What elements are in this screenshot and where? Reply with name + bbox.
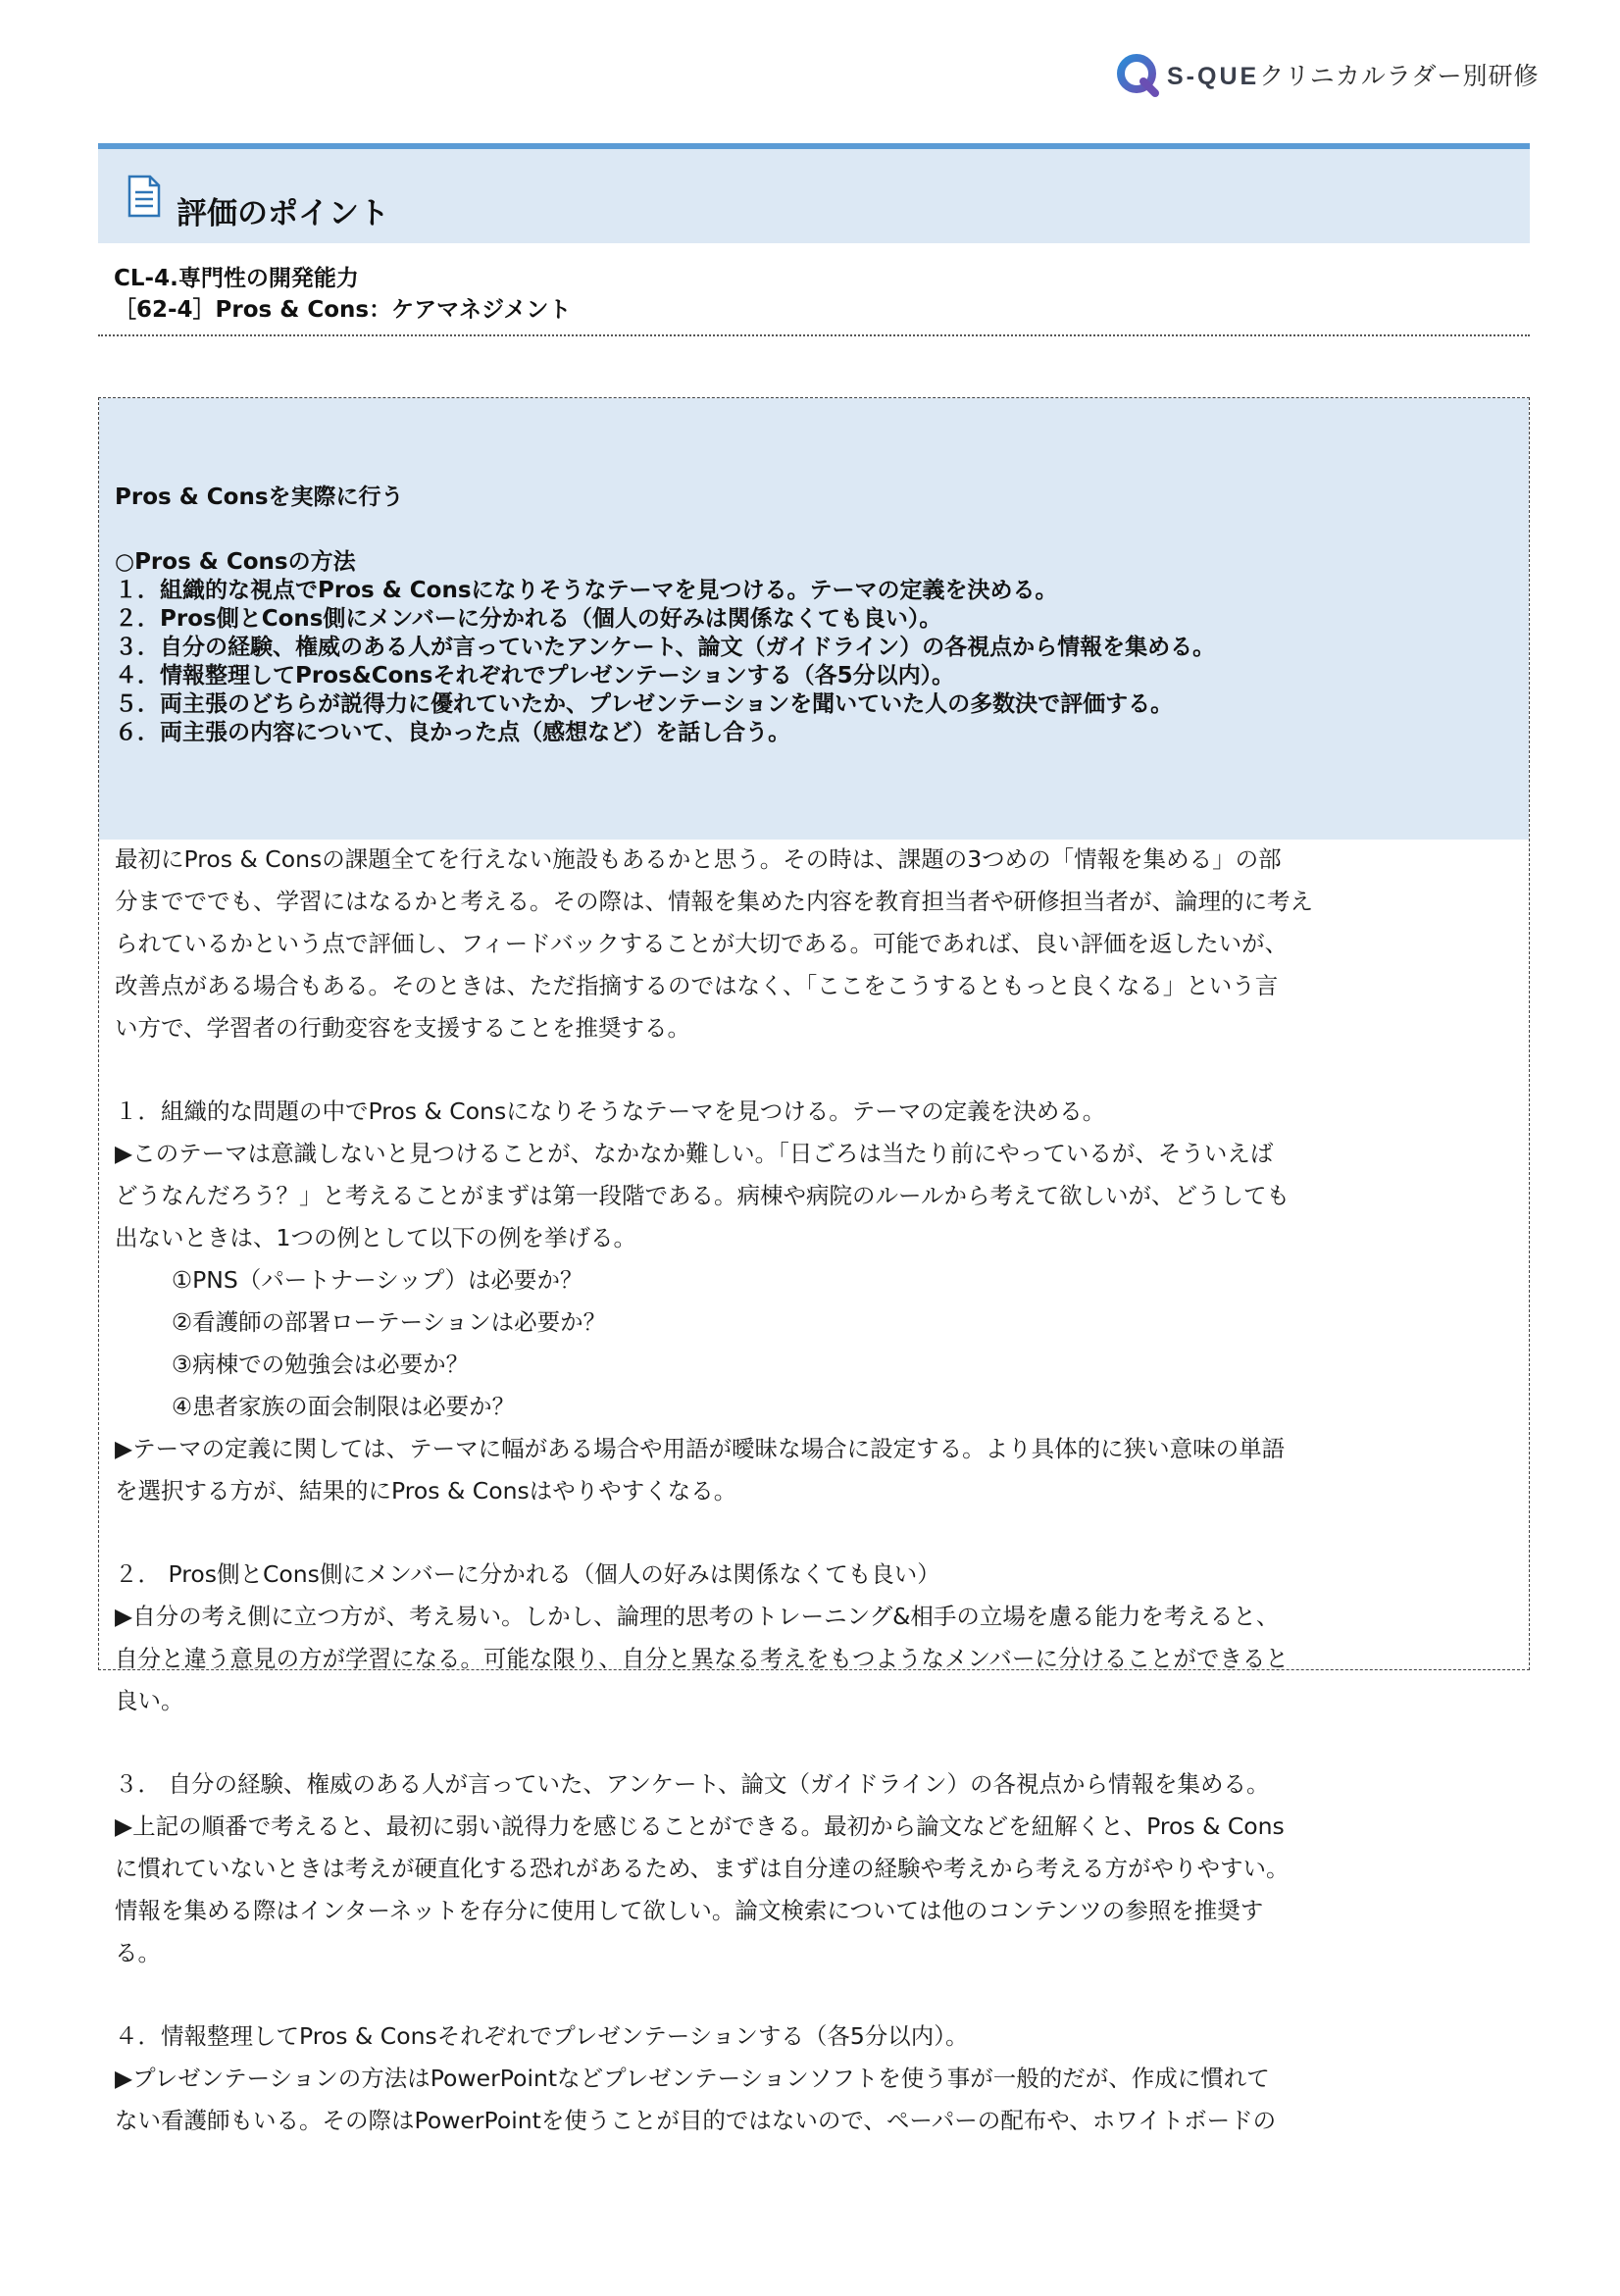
- content-box: [98, 397, 1530, 2134]
- section2-line: 良い。: [115, 1687, 184, 1714]
- method-step: ６．両主張の内容について、良かった点（感想など）を話し合う。: [115, 720, 791, 745]
- intro-line: 最初にPros & Consの課題全てを行えない施設もあるかと思う。その時は、課題の3つめの「情報を集める」の部: [115, 845, 1282, 873]
- section1-line: ▶このテーマは意識しないと見つけることが、なかなか難しい。「日ごろは当たり前にやっているが、そういえば: [115, 1140, 1274, 1167]
- section2-title: ２． Pros側とCons側にメンバーに分かれる（個人の好みは関係なくても良い）: [115, 1560, 940, 1588]
- intro-line: られているかという点で評価し、フィードバックすることが大切である。可能であれば、良い評価を返したいが、: [115, 930, 1289, 957]
- example-item: ④患者家族の面会制限は必要か？: [172, 1393, 516, 1420]
- method-heading: ○Pros & Consの方法: [115, 549, 356, 575]
- section-header: [98, 143, 1530, 243]
- section1-line: どうなんだろう？」と考えることがまずは第一段階である。病棟や病院のルールから考えて欲しいが、どうしても: [115, 1182, 1291, 1209]
- section4-line: ▶プレゼンテーションの方法はPowerPointなどプレゼンテーションソフトを使う事が一般的だが、作成に慣れて: [115, 2065, 1270, 2092]
- section2-line: 自分と違う意見の方が学習になる。可能な限り、自分と異なる考えをもつようなメンバーに分けることができると: [115, 1645, 1289, 1672]
- summary-heading: Pros & Consを実際に行う: [115, 485, 404, 510]
- intro-line: 改善点がある場合もある。そのときは、ただ指摘するのではなく、「ここをこうするともっと良くなる」という言: [115, 972, 1279, 999]
- section3-title: ３． 自分の経験、権威のある人が言っていた、アンケート、論文（ガイドライン）の各視点から情報を集める。: [115, 1770, 1270, 1798]
- intro-line: 分までででも、学習にはなるかと考える。その際は、情報を集めた内容を教育担当者や研修担当者が、論理的に考え: [115, 888, 1313, 915]
- example-item: ③病棟での勉強会は必要か？: [172, 1351, 470, 1378]
- example-item: ①PNS（パートナーシップ）は必要か？: [172, 1266, 583, 1294]
- method-step: ５．両主張のどちらが説得力に優れていたか、プレゼンテーションを聞いていた人の多数決で評価する。: [115, 691, 1174, 717]
- section3-line: に慣れていないときは考えが硬直化する恐れがあるため、まずは自分達の経験や考えから考える方がやりやすい。: [115, 1855, 1290, 1882]
- section4-title: ４．情報整理してPros & Consそれぞれでプレゼンテーションする（各5分以内）。: [115, 2022, 969, 2050]
- topic-heading: ［62-4］Pros & Cons：ケアマネジメント: [114, 297, 572, 323]
- logo-brand: S-QUE: [1167, 63, 1260, 90]
- summary-panel: [99, 398, 1529, 840]
- intro-line: い方で、学習者の行動変容を支援することを推奨する。: [115, 1014, 691, 1042]
- section3-line: 情報を集める際はインターネットを存分に使用して欲しい。論文検索については他のコンテンツの参照を推奨す: [115, 1897, 1264, 1924]
- s-que-logo-icon: [1114, 50, 1163, 99]
- example-item: ②看護師の部署ローテーションは必要か？: [172, 1308, 607, 1336]
- section3-line: ▶上記の順番で考えると、最初に弱い説得力を感じることができる。最初から論文などを紐解くと、Pros & Cons: [115, 1812, 1285, 1840]
- logo-text: [1167, 57, 1539, 92]
- method-step: ３．自分の経験、権威のある人が言っていたアンケート、論文（ガイドライン）の各視点から情報を集める。: [115, 635, 1216, 660]
- section1-line: 出ないときは、1つの例として以下の例を挙げる。: [115, 1224, 636, 1251]
- category-heading: CL-4.専門性の開発能力: [114, 266, 359, 291]
- document-icon: [127, 175, 161, 218]
- method-step: １．組織的な視点でPros & Consになりそうなテーマを見つける。テーマの定義を決める。: [115, 578, 1058, 603]
- section3-line: る。: [115, 1939, 161, 1966]
- section2-line: ▶自分の考え側に立つ方が、考え易い。しかし、論理的思考のトレーニング&相手の立場を慮る能力を考えると、: [115, 1603, 1280, 1630]
- method-step: ４．情報整理してPros&Consそれぞれでプレゼンテーションする（各5分以内）。: [115, 663, 955, 689]
- section1-note: ▶テーマの定義に関しては、テーマに幅がある場合や用語が曖昧な場合に設定する。より具体的に狭い意味の単語: [115, 1435, 1286, 1462]
- section4-line: ない看護師もいる。その際はPowerPointを使うことが目的ではないので、ペーパーの配布や、ホワイトボードの: [115, 2107, 1277, 2134]
- method-step: ２．Pros側とCons側にメンバーに分かれる（個人の好みは関係なくても良い）。: [115, 606, 942, 632]
- page-title: 評価のポイント: [177, 196, 389, 231]
- section1-title: １．組織的な問題の中でPros & Consになりそうなテーマを見つける。テーマの定義を決める。: [115, 1097, 1106, 1125]
- logo-subtitle: クリニカルラダー別研修: [1259, 62, 1540, 90]
- divider: [98, 334, 1530, 336]
- logo: [1114, 49, 1539, 100]
- section1-note: を選択する方が、結果的にPros & Consはやりやすくなる。: [115, 1477, 737, 1505]
